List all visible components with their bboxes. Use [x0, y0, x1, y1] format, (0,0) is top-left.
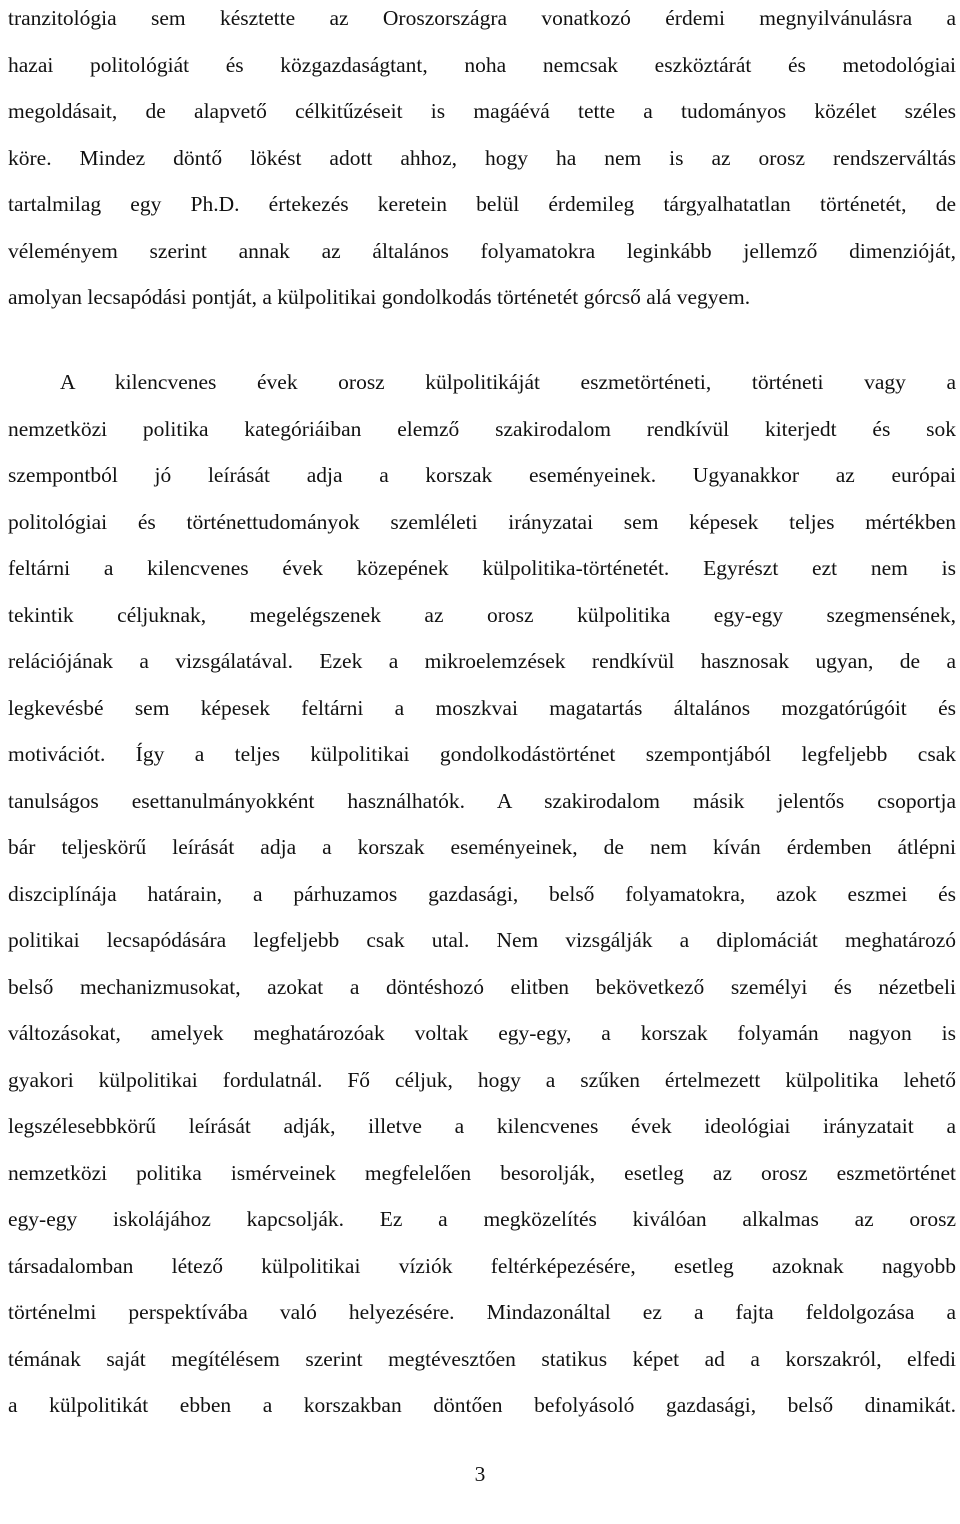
- text-line: hazai politológiát és közgazdaságtant, noha nemcsak eszköztárát és metodológiai: [8, 52, 956, 77]
- text-line: tartalmilag egy Ph.D. értekezés keretein belül érdemileg tárgyalhatatlan történetét, de: [8, 192, 956, 216]
- text-line: nemzetközi politika ismérveinek megfelelően besorolják, esetleg az orosz eszmetörténet: [8, 1160, 956, 1185]
- text-line: véleményem szerint annak az általános folyamatokra leginkább jellemző dimenzióját,: [8, 238, 956, 263]
- text-line: köre. Mindez döntő lökést adott ahhoz, hogy ha nem is az orosz rendszerváltás: [8, 145, 956, 170]
- text-line: politikai lecsapódására legfeljebb csak utal. Nem vizsgálják a diplomáciát meghatározó: [8, 928, 956, 952]
- text-line: a külpolitikát ebben a korszakban döntően befolyásoló gazdasági, belső dinamikát.: [8, 1393, 956, 1417]
- text-line: amolyan lecsapódási pontját, a külpolitikai gondolkodás történetét górcső alá vegyem.: [8, 285, 751, 309]
- text-line: feltárni a kilencvenes évek közepének külpolitika-történetét. Egyrészt ezt nem is: [8, 556, 956, 580]
- text-line: A kilencvenes évek orosz külpolitikáját eszmetörténeti, történeti vagy a: [60, 370, 956, 394]
- text-line: történelmi perspektívába való helyezésére. Mindazonáltal ez a fajta feldolgozása a: [8, 1300, 956, 1324]
- text-line: legkevésbé sem képesek feltárni a moszkvai magatartás általános mozgatórúgóit és: [8, 695, 956, 720]
- text-line: tekintik céljuknak, megelégszenek az orosz külpolitika egy-egy szegmensének,: [8, 602, 956, 627]
- text-line: bár teljeskörű leírását adja a korszak eseményeinek, de nem kíván érdemben átlépni: [8, 835, 956, 859]
- text-line: relációjának a vizsgálatával. Ezek a mikroelemzések rendkívül hasznosak ugyan, de a: [8, 649, 956, 673]
- text-line: változásokat, amelyek meghatározóak voltak egy-egy, a korszak folyamán nagyon is: [8, 1021, 956, 1045]
- text-line: politológiai és történettudományok szemléleti irányzatai sem képesek teljes mértékben: [8, 509, 956, 534]
- text-line: legszélesebbkörű leírását adják, illetve a kilencvenes évek ideológiai irányzatait a: [8, 1114, 956, 1138]
- text-line: megoldásait, de alapvető célkitűzéseit is magáévá tette a tudományos közélet széles: [8, 99, 956, 123]
- paragraph-2: [8, 359, 956, 1429]
- text-line: tranzitológia sem késztette az Oroszországra vonatkozó érdemi megnyilvánulásra a: [8, 6, 956, 30]
- text-line: motivációt. Így a teljes külpolitikai gondolkodástörténet szempontjából legfeljebb csak: [8, 742, 956, 766]
- text-line: társadalomban létező külpolitikai víziók feltérképezésére, esetleg azoknak nagyobb: [8, 1253, 956, 1278]
- text-line: szempontból jó leírását adja a korszak eseményeinek. Ugyanakkor az európai: [8, 463, 956, 487]
- text-line: diszciplínája határain, a párhuzamos gazdasági, belső folyamatokra, azok eszmei és: [8, 881, 956, 906]
- text-line: tanulságos esettanulmányokként használhatók. A szakirodalom másik jelentős csoportja: [8, 788, 956, 813]
- paragraph-1: [8, 0, 956, 321]
- text-line: egy-egy iskolájához kapcsolják. Ez a megközelítés kiválóan alkalmas az orosz: [8, 1207, 956, 1231]
- text-line: témának saját megítélésem szerint megtévesztően statikus képet ad a korszakról, elfedi: [8, 1346, 956, 1371]
- text-line: belső mechanizmusokat, azokat a döntéshozó elitben bekövetkező személyi és nézetbeli: [8, 974, 956, 999]
- page-number: 3: [474, 1462, 486, 1486]
- text-line: nemzetközi politika kategóriáiban elemző szakirodalom rendkívül kiterjedt és sok: [8, 416, 956, 441]
- text-line: gyakori külpolitikai fordulatnál. Fő céljuk, hogy a szűken értelmezett külpolitika lehető: [8, 1067, 956, 1092]
